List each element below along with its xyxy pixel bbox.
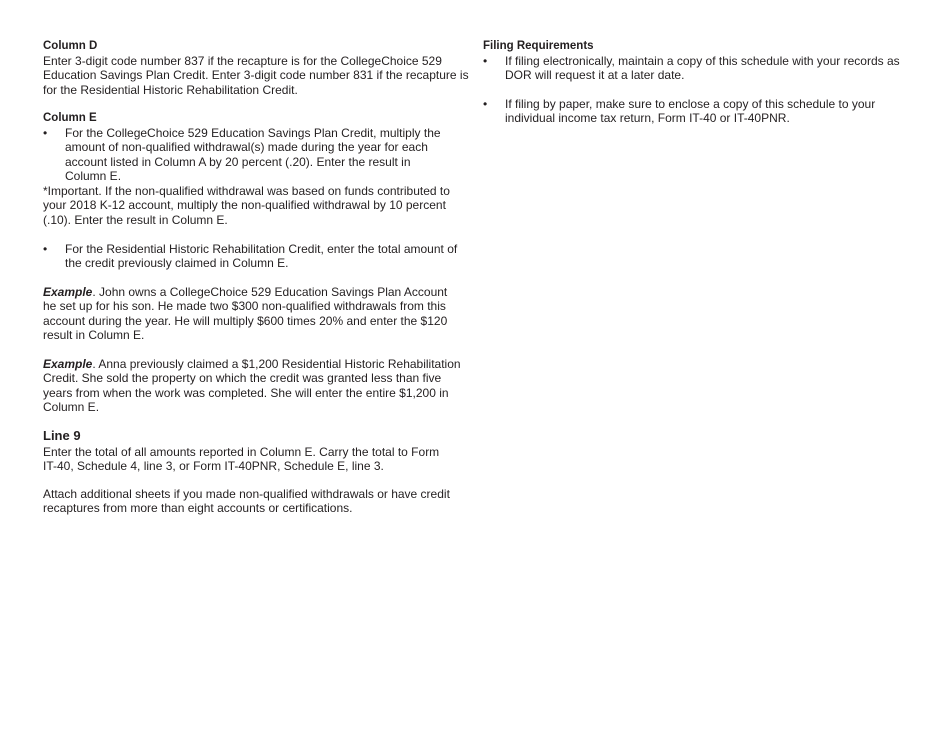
example-label: Example [43, 357, 93, 371]
line-9-heading: Line 9 [43, 428, 81, 443]
filing-bullet-electronic [483, 54, 900, 83]
line-9-text: Enter the total of all amounts reported in Column E. Carry the total to Form IT-40, Schedule 4, line 3, or Form IT-40PNR, Schedule E, line 3. [43, 445, 440, 474]
example-text: . Anna previously claimed a $1,200 Residential Historic Rehabilitation Credit. She sold the property on which the credit was granted less than five years from when the work was completed. She will enter the entire $1,200 in Column E. [43, 357, 461, 414]
bullet-icon: • [483, 97, 488, 111]
column-d-heading: Column D [43, 40, 98, 52]
important-note: *Important. If the non-qualified withdrawal was based on funds contributed to your 2018 K-12 account, multiply the non-qualified withdrawal by 10 percent (.10). Enter the result in Column E. [43, 184, 450, 227]
bullet-icon: • [43, 126, 48, 140]
column-e-bullet-529 [43, 126, 441, 183]
bullet-text: For the Residential Historic Rehabilitation Credit, enter the total amount of the credit previously claimed in Column E. [65, 242, 458, 271]
attach-note: Attach additional sheets if you made non-qualified withdrawals or have credit recaptures from more than eight accounts or certifications. [43, 487, 450, 516]
bullet-text: If filing electronically, maintain a copy of this schedule with your records as DOR will request it at a later date. [505, 54, 900, 83]
example-john [43, 285, 447, 342]
column-e-heading: Column E [43, 112, 97, 124]
bullet-icon: • [483, 54, 488, 68]
column-d-text: Enter 3-digit code number 837 if the recapture is for the CollegeChoice 529 Education Savings Plan Credit. Enter 3-digit code number 831 if the recapture is for the Residential Historic Rehabilitation Credit. [43, 54, 469, 97]
bullet-icon: • [43, 242, 48, 256]
filing-bullet-paper [483, 97, 875, 126]
column-e-bullet-historic [43, 242, 457, 271]
example-label: Example [43, 285, 93, 299]
filing-requirements-heading: Filing Requirements [483, 40, 594, 52]
example-anna [43, 357, 461, 414]
bullet-text: If filing by paper, make sure to enclose a copy of this schedule to your individual income tax return, Form IT-40 or IT-40PNR. [505, 97, 876, 126]
example-text: . John owns a CollegeChoice 529 Education Savings Plan Account he set up for his son. He made two $300 non-qualified withdrawals from this account during the year. He will multiply $600 times 20% and enter the $120 result in Column E. [43, 285, 448, 342]
bullet-text: For the CollegeChoice 529 Education Savings Plan Credit, multiply the amount of non-qualified withdrawal(s) made during the year for each account listed in Column A by 20 percent (.20). Enter the result in Column E. [65, 126, 441, 183]
